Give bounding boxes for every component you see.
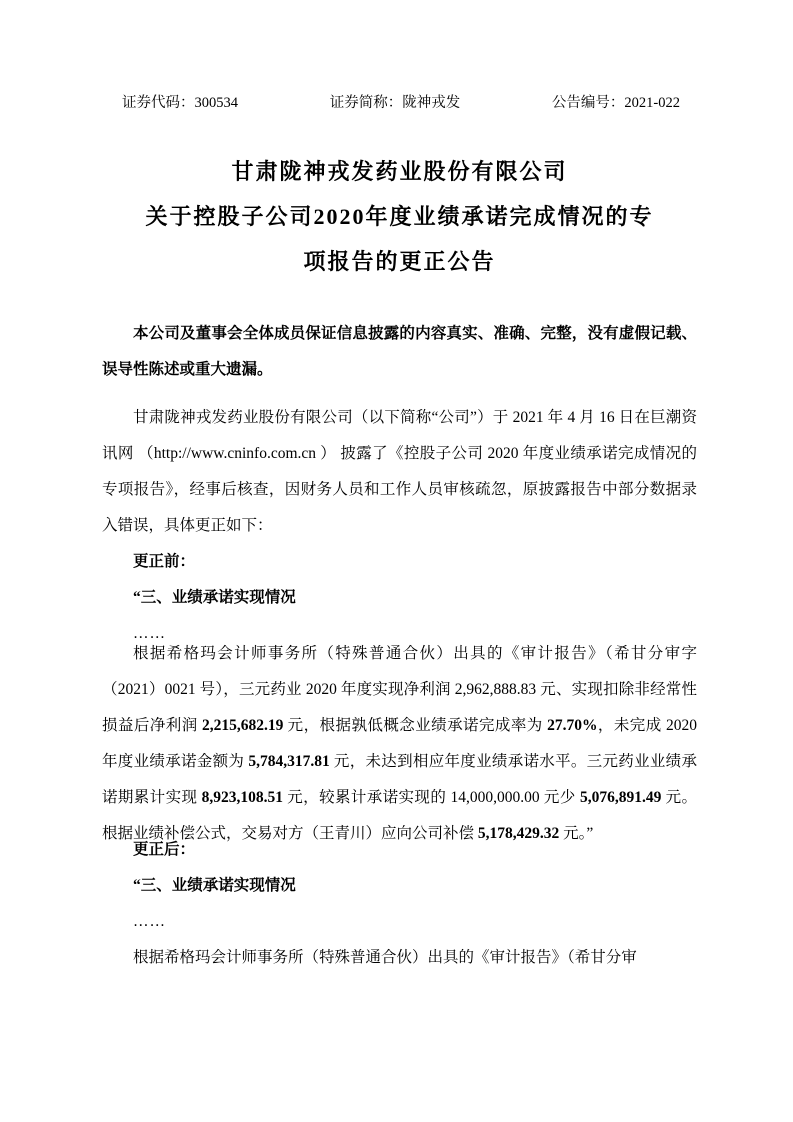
- before-section-heading: “三、业绩承诺实现情况: [133, 589, 296, 606]
- after-section-heading: “三、业绩承诺实现情况: [133, 877, 296, 894]
- after-ellipsis: ……: [133, 913, 166, 930]
- stock-short-name-text: 证券简称：陇神戎发: [329, 95, 461, 111]
- document-title: [102, 149, 697, 284]
- title-line-subject-1: 关于控股子公司2020年度业绩承诺完成情况的专: [145, 204, 654, 229]
- before-ellipsis: ……: [133, 625, 166, 642]
- disclaimer-paragraph: 本公司及董事会全体成员保证信息披露的内容真实、准确、完整，没有虚假记载、误导性陈述或重大遗漏。: [102, 325, 697, 378]
- intro-paragraph: 甘肃陇神戎发药业股份有限公司（以下简称“公司”）于 2021 年 4 月 16 日在巨潮资讯网 （http://www.cninfo.com.cn ） 披露了《控股子公司 2020 年度业绩承诺完成情况的专项报告》，经事后核查，因财务人员和工作人员审核疏忽，原披露报告中部分数据录入错误，具体更正如下：: [102, 409, 697, 534]
- after-correction-paragraph: 根据希格玛会计师事务所（特殊普通合伙）出具的《审计报告》（希甘分审: [133, 949, 637, 966]
- after-correction-label: 更正后：: [133, 841, 196, 858]
- announcement-number-text: 公告编号：2021-022: [551, 95, 680, 111]
- stock-code-text: 证券代码：300534: [122, 95, 238, 111]
- before-correction-paragraph: 根据希格玛会计师事务所（特殊普通合伙）出具的《审计报告》（希甘分审字（2021）0021 号），三元药业 2020 年度实现净利润 2,962,888.83 元、实现扣除非经常性损益后净利润 2,215,682.19 元，根据孰低概念业绩承诺完成率为 27.70%，未完成 2020 年度业绩承诺金额为 5,784,317.81 元，未达到相应年度业绩承诺水平。三元药业业绩承诺期累计实现 8,923,108.51 元，较累计承诺实现的 14,000,000.00 元少 5,076,891.49 元。根据业绩补偿公式，交易对方（王青川）应向公司补偿 5,178,429.32 元。”: [102, 645, 697, 842]
- document-header: [102, 93, 697, 113]
- before-correction-label: 更正前：: [133, 553, 196, 570]
- title-line-company-name: 甘肃陇神戎发药业股份有限公司: [231, 159, 568, 184]
- title-line-subject-2: 项报告的更正公告: [303, 249, 496, 274]
